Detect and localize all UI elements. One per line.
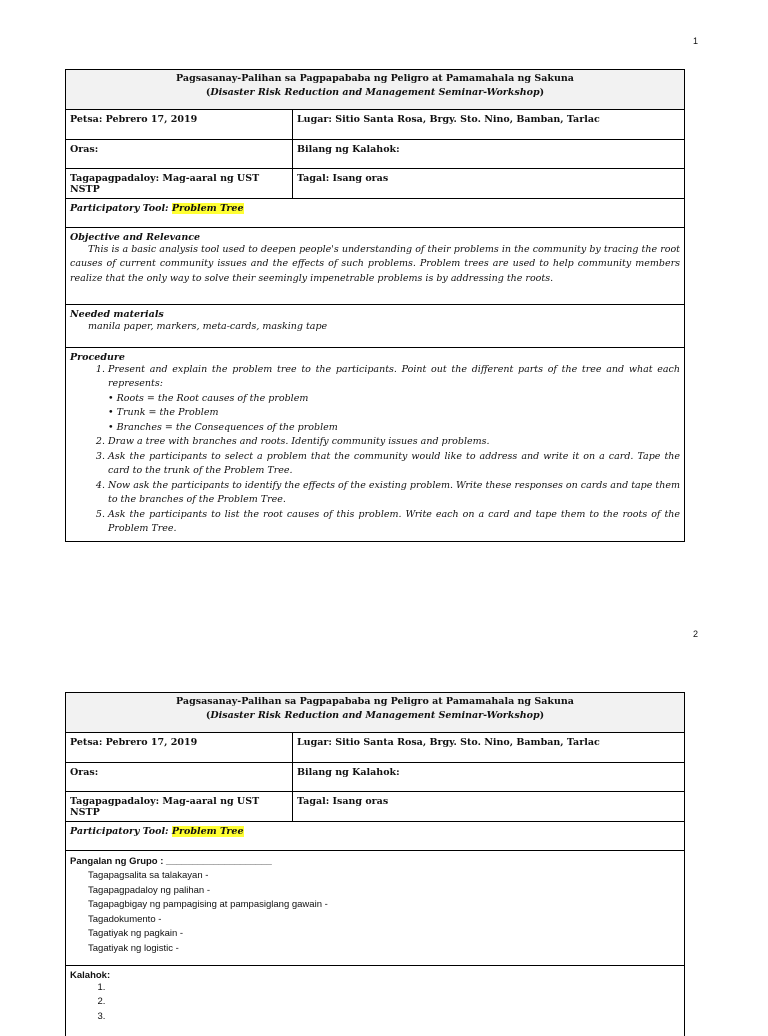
page-number: 1 <box>692 36 698 46</box>
materials-text: manila paper, markers, meta-cards, masking tape <box>88 320 328 332</box>
tool-value: Problem Tree <box>171 825 244 837</box>
participatory-tool-row <box>66 822 684 851</box>
kalahok-section <box>66 966 684 1036</box>
lugar-field: Lugar: Sitio Santa Rosa, Brgy. Sto. Nino, Bamban, Tarlac <box>297 737 600 748</box>
procedure-step: 5. Ask the participants to list the root causes of this problem. Write each on a card and tape them to the roots of the Problem Tree. <box>108 508 680 537</box>
facilitator-duration-row <box>66 792 684 822</box>
materials-heading: Needed materials <box>70 308 164 320</box>
form-title: Pagsasanay-Palihan sa Pagpapababa ng Peligro at Pamamahala ng Sakuna <box>176 73 574 84</box>
materials-section <box>66 305 684 348</box>
form-subtitle: (Disaster Risk Reduction and Management Seminar-Workshop) <box>205 87 545 98</box>
time-participants-row <box>66 140 684 170</box>
participatory-tool-row <box>66 199 684 228</box>
date-location-row <box>66 733 684 763</box>
petsa-field: Petsa: Pebrero 17, 2019 <box>66 110 293 139</box>
lugar-field: Lugar: Sitio Santa Rosa, Brgy. Sto. Nino, Bamban, Tarlac <box>297 114 600 125</box>
tagal-field: Tagal: Isang oras <box>297 173 389 184</box>
procedure-step: 1. Present and explain the problem tree to the participants. Point out the different parts of the tree and what each represents: • Roots = the Root causes of the problem • Trunk = the Problem • Branches = the Consequences of the problem <box>108 363 680 436</box>
objective-section <box>66 228 684 305</box>
objective-heading: Objective and Relevance <box>70 231 201 243</box>
form-subtitle: (Disaster Risk Reduction and Management Seminar-Workshop) <box>205 710 545 721</box>
tree-parts-list <box>108 392 680 436</box>
procedure-section <box>66 348 684 541</box>
form-title: Pagsasanay-Palihan sa Pagpapababa ng Peligro at Pamamahala ng Sakuna <box>176 696 574 707</box>
tool-value: Problem Tree <box>171 202 244 214</box>
kalahok-slot <box>108 981 680 996</box>
tree-part-item: • Roots = the Root causes of the problem <box>108 392 309 404</box>
seminar-form-page-2 <box>65 692 685 1036</box>
tagal-field: Tagal: Isang oras <box>297 796 389 807</box>
date-location-row <box>66 110 684 140</box>
procedure-step: 3. Ask the participants to select a problem that the community would like to address and write it on a card. Tape the card to the trunk of the Problem Tree. <box>108 450 680 479</box>
procedure-heading: Procedure <box>70 351 125 363</box>
petsa-field: Petsa: Pebrero 17, 2019 <box>66 733 293 762</box>
group-role-item: Tagapagpadaloy ng palihan - <box>88 884 211 896</box>
procedure-list <box>70 363 680 537</box>
time-participants-row <box>66 763 684 793</box>
oras-field: Oras: <box>66 140 293 169</box>
facilitator-duration-row <box>66 169 684 199</box>
group-section <box>66 851 684 966</box>
oras-field: Oras: <box>66 763 293 792</box>
form-header <box>66 70 684 110</box>
bilang-field: Bilang ng Kalahok: <box>297 143 400 155</box>
tree-part-item: • Trunk = the Problem <box>108 407 219 418</box>
procedure-step: 2. Draw a tree with branches and roots. Identify community issues and problems. <box>108 435 680 450</box>
kalahok-slot <box>108 1010 680 1025</box>
group-name-label: Pangalan ng Grupo : ____________________ <box>70 855 272 867</box>
group-role-item: Tagatiyak ng pagkain - <box>88 928 184 939</box>
tool-label: Participatory Tool: <box>70 202 172 214</box>
group-role-item: Tagatiyak ng logistic - <box>88 942 179 954</box>
kalahok-label: Kalahok: <box>70 969 111 981</box>
group-role-item: Tagapagsalita sa talakayan - <box>88 870 209 881</box>
seminar-form-page-1 <box>65 69 685 542</box>
kalahok-list <box>70 981 680 1025</box>
objective-text: This is a basic analysis tool used to deepen people's understanding of their problems in the community by tracing the root causes of current community issues and the effects of such problems. Problem trees are used to help community members realize that the only way to solve their seemingly impenetrable problems is by addressing the roots. <box>70 243 680 284</box>
tagapagpadaloy-field: Tagapagpadaloy: Mag-aaral ng UST NSTP <box>66 792 293 821</box>
group-role-item: Tagapagbigay ng pampagising at pampasiglang gawain - <box>88 899 328 910</box>
procedure-step: 4. Now ask the participants to identify the effects of the existing problem. Write these responses on cards and tape them to the branches of the Problem Tree. <box>108 479 680 508</box>
form-header <box>66 693 684 733</box>
group-role-item: Tagadokumento - <box>88 913 162 925</box>
kalahok-slot <box>108 995 680 1010</box>
tagapagpadaloy-field: Tagapagpadaloy: Mag-aaral ng UST NSTP <box>66 169 293 198</box>
tool-label: Participatory Tool: <box>70 825 172 837</box>
page-number: 2 <box>692 629 698 639</box>
tree-part-item: • Branches = the Consequences of the problem <box>108 421 338 433</box>
bilang-field: Bilang ng Kalahok: <box>297 766 400 778</box>
